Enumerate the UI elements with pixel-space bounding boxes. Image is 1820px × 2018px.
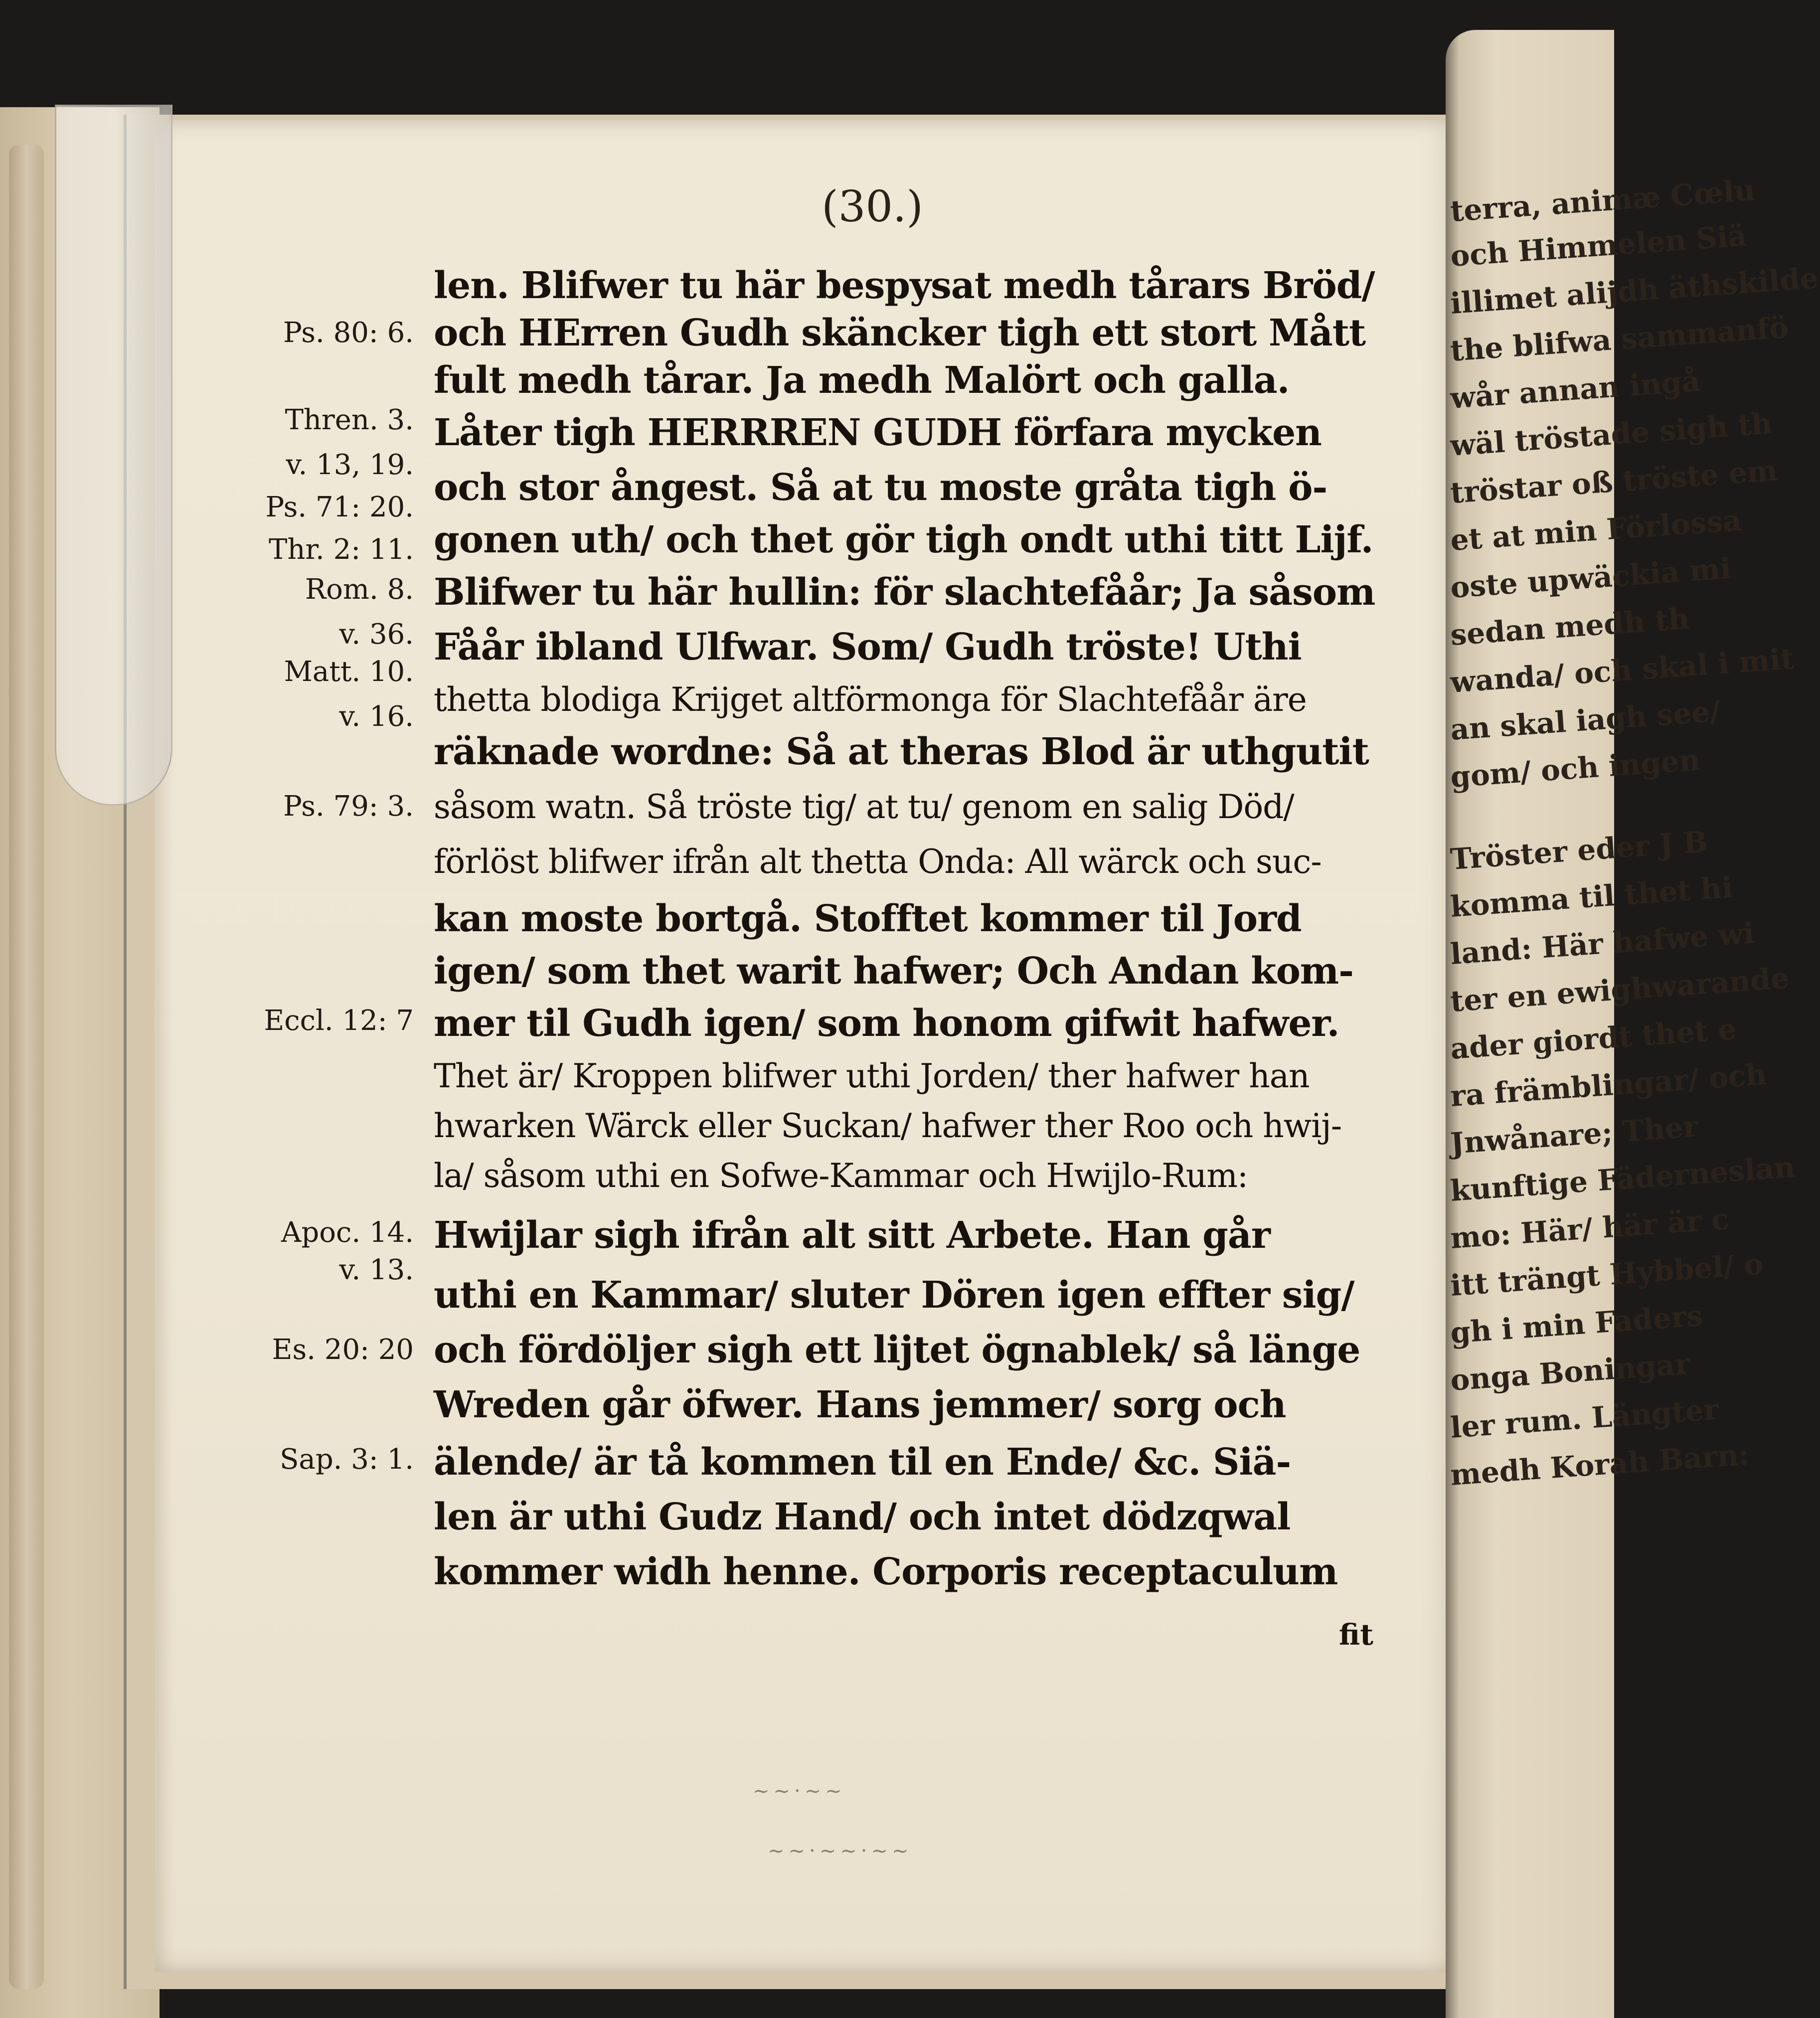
text-line: igen/ som thet warit hafwer; Och Andan kom- (434, 950, 1353, 993)
text-line: och fördöljer sigh ett lijtet ögnablek/ så länge (434, 1329, 1360, 1371)
margin-reference: v. 36. (339, 618, 414, 651)
decorative-ornament: ~~·~~ (753, 1780, 846, 1803)
text-line: mer til Gudh igen/ som honom gifwit hafwer. (434, 1002, 1339, 1045)
text-line: gonen uth/ och thet gör tigh ondt uthi titt Lijf. (434, 518, 1373, 561)
text-line: Wreden går öfwer. Hans jemmer/ sorg och (434, 1383, 1286, 1426)
facing-line: medh Korah Barn: (1449, 1437, 1750, 1492)
text-line: uthi en Kammar/ sluter Dören igen effter sig/ (434, 1274, 1354, 1317)
facing-line: sedan medh th (1449, 601, 1690, 652)
facing-line: et at min Förlossa (1449, 503, 1743, 557)
facing-line: the blifwa sammanfö (1449, 310, 1790, 368)
facing-line: illimet alijdh äthskilde (1449, 261, 1820, 321)
margin-reference: Apoc. 14. (281, 1216, 414, 1249)
facing-line: gom/ och ingen (1449, 743, 1701, 794)
facing-line: ter en ewighwarande (1449, 961, 1790, 1018)
margin-reference: Ps. 79: 3. (283, 790, 414, 823)
text-line: Blifwer tu här hullin: för slachtefåår; Ja såsom (434, 571, 1375, 614)
text-line: räknade wordne: Så at theras Blod är uthgutit (434, 730, 1369, 773)
decorative-ornament: ~~·~~·~~ (768, 1840, 913, 1862)
text-line: såsom watn. Så tröste tig/ at tu/ genom en salig Död/ (434, 788, 1294, 826)
text-line: thetta blodiga Krijget altförmonga för Slachtefåår äre (434, 680, 1307, 719)
facing-line: tröstar oß tröste em (1449, 453, 1779, 510)
text-line: Hwijlar sigh ifrån alt sitt Arbete. Han går (434, 1214, 1270, 1257)
margin-reference: Eccl. 12: 7 (264, 1005, 414, 1037)
page-number: (30.) (822, 182, 923, 232)
text-line: älende/ är tå kommen til en Ende/ &c. Siä- (434, 1441, 1291, 1484)
margin-reference: Matt. 10. (284, 656, 414, 688)
margin-reference: Ps. 80: 6. (283, 317, 414, 349)
facing-line: Jnwånare; Ther (1449, 1109, 1700, 1161)
text-line: len är uthi Gudz Hand/ och intet dödzqwal (434, 1496, 1291, 1538)
facing-line: ra främblingar/ och (1449, 1057, 1768, 1113)
margin-reference: Sap. 3: 1. (280, 1443, 414, 1476)
facing-line: onga Boningar (1449, 1346, 1691, 1397)
facing-line: och Himmelen Siä (1449, 218, 1748, 273)
facing-line: ader giordt thet e (1449, 1011, 1738, 1066)
margin-reference: Ps. 71: 20. (265, 491, 414, 523)
margin-reference: Rom. 8. (305, 573, 414, 606)
margin-reference: v. 13. (339, 1254, 414, 1286)
margin-reference: Es. 20: 20 (272, 1334, 414, 1366)
text-line: förlöst blifwer ifrån alt thetta Onda: All wärck och suc- (434, 842, 1322, 881)
facing-line: an skal iagh see/ (1449, 694, 1722, 747)
text-line: kommer widh henne. Corporis receptaculum (434, 1550, 1338, 1593)
facing-page (1446, 30, 1820, 2018)
text-line: Thet är/ Kroppen blifwer uthi Jorden/ ther hafwer han (434, 1057, 1310, 1095)
margin-reference: v. 13, 19. (286, 449, 414, 481)
facing-line: mo: Här/ här är c (1449, 1202, 1730, 1255)
text-line: Låter tigh HERRREN GUDH förfara mycken (434, 411, 1322, 454)
margin-reference: Thren. 3. (285, 404, 414, 436)
cover-crease (9, 145, 44, 1989)
text-line: Fåår ibland Ulfwar. Som/ Gudh tröste! Uthi (434, 626, 1302, 669)
margin-reference: v. 16. (339, 700, 414, 733)
facing-line: gh i min Faders (1449, 1298, 1704, 1350)
facing-line: terra, animæ Cœlu (1449, 173, 1757, 228)
text-line: och HErren Gudh skäncker tigh ett stort Mått (434, 312, 1366, 354)
text-line: fult medh tårar. Ja medh Malört och galla. (434, 359, 1290, 402)
text-line: hwarken Wärck eller Suckan/ hafwer ther Roo och hwij- (434, 1107, 1342, 1145)
bookmark-ribbon (55, 105, 172, 806)
facing-line: itt trängt Hybbel/ o (1449, 1247, 1765, 1303)
text-line: la/ såsom uthi en Sofwe-Kammar och Hwijlo-Rum: (434, 1157, 1248, 1195)
catchword: fit (1339, 1618, 1373, 1652)
facing-line: komma til thet hi (1449, 870, 1734, 924)
margin-reference: Thr. 2: 11. (269, 533, 414, 566)
facing-line: land: Här hafwe wi (1449, 916, 1756, 971)
facing-line: kunftige Fäderneslan (1449, 1150, 1797, 1208)
text-line: len. Blifwer tu här bespysat medh tårars Bröd/ (434, 264, 1375, 307)
facing-line: Tröster eder J B (1449, 825, 1709, 876)
text-line: kan moste bortgå. Stofftet kommer til Jord (434, 897, 1302, 940)
text-line: och stor ångest. Så at tu moste gråta tigh ö- (434, 466, 1327, 509)
facing-line: wår annan ingå (1449, 364, 1702, 415)
facing-line: wanda/ och skal i mit (1449, 641, 1795, 699)
facing-line: ler rum. Längter (1449, 1392, 1720, 1445)
facing-line: wäl tröstade sigh th (1449, 406, 1774, 463)
facing-line: oste upwäckia mi (1449, 551, 1732, 605)
